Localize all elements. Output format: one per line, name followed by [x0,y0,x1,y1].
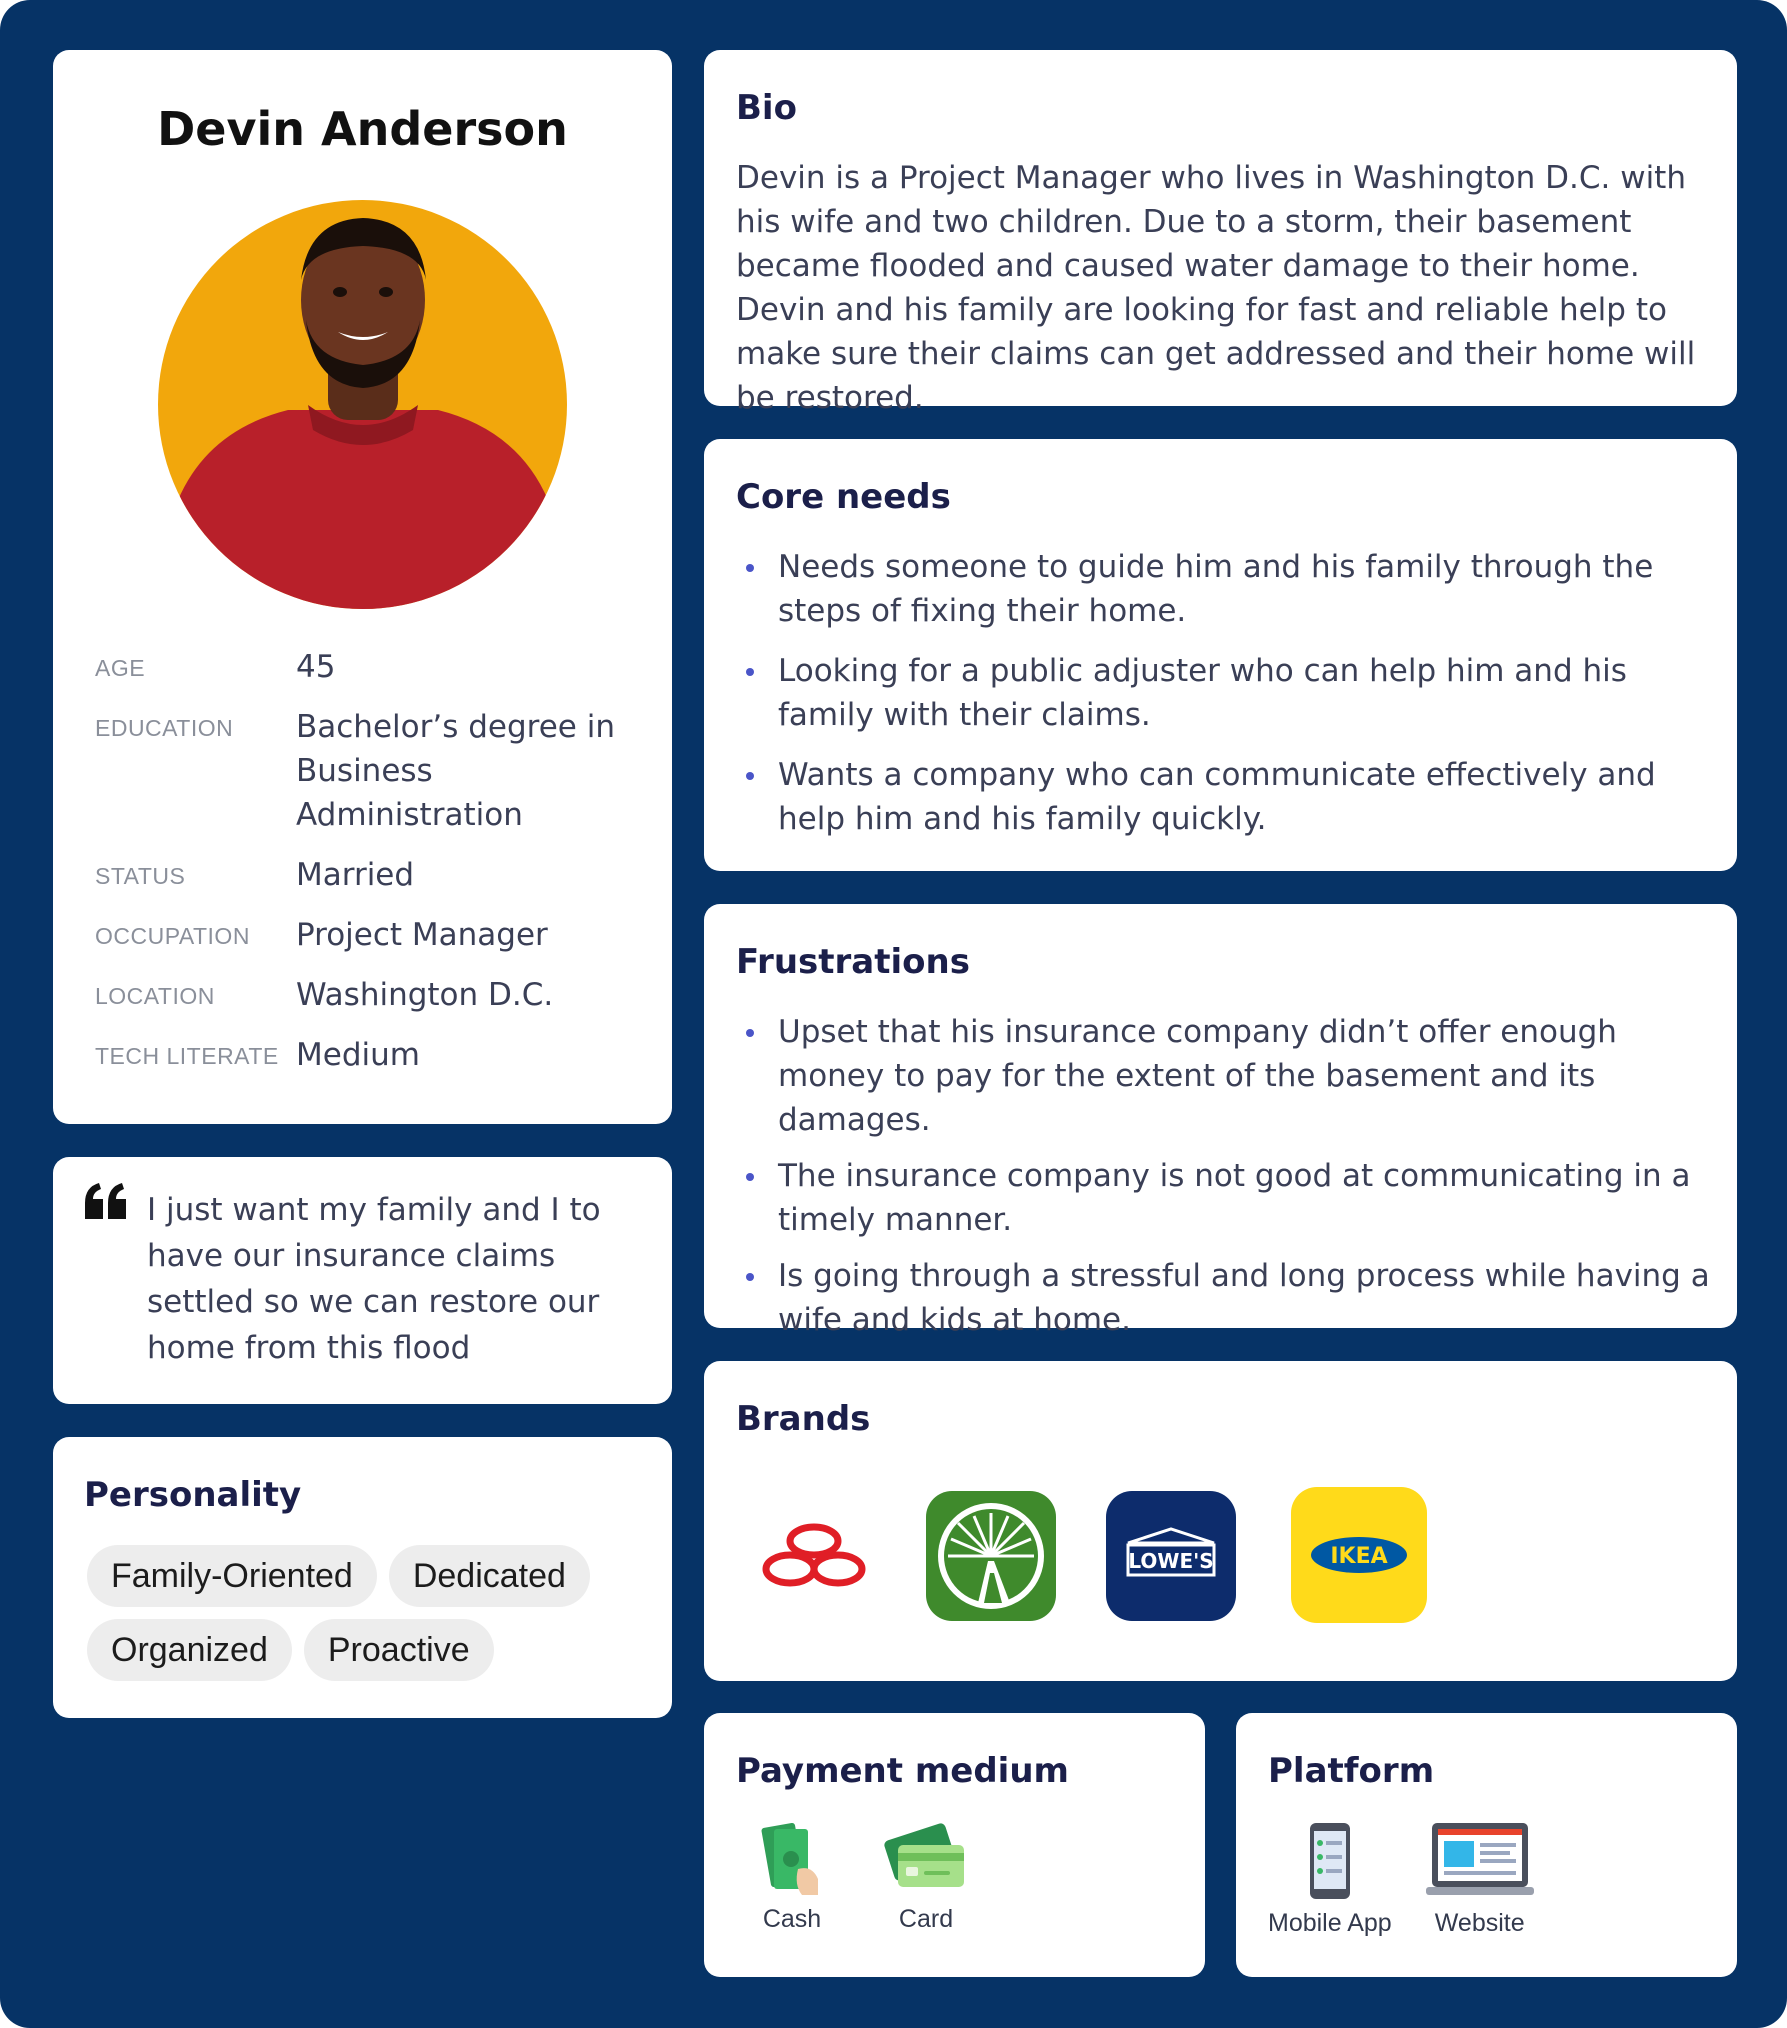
list-item: Upset that his insurance company didn’t offer enough money to pay for the extent of the basement and its damages. [736,1010,1726,1142]
trait-chip: Family-Oriented [87,1545,377,1607]
platform-title: Platform [1268,1751,1435,1791]
fact-age [95,645,655,689]
list-item: Needs someone to guide him and his family through the steps of fixing their home. [736,545,1726,633]
fact-occupation [95,913,655,957]
platform-item-mobile-app [1268,1821,1392,1938]
payment-item-cash [760,1821,824,1934]
trait-chip: Proactive [304,1619,494,1681]
core-needs-card [704,439,1737,871]
fact-value: Medium [296,1037,420,1073]
brands-card [704,1361,1737,1681]
fact-label: TECH LITERATE [95,1043,279,1069]
fact-education [95,705,655,837]
list-item: Wants a company who can communicate effectively and help him and his family quickly. [736,753,1726,841]
core-needs-title: Core needs [736,477,951,517]
core-needs-list [736,545,1726,857]
lowes-logo-icon [1106,1491,1236,1621]
personality-chips [87,1545,657,1681]
frustrations-title: Frustrations [736,942,970,982]
brands-title: Brands [736,1399,871,1439]
list-item: Is going through a stressful and long process while having a wife and kids at home. [736,1254,1726,1342]
fact-status [95,853,655,897]
fact-label: OCCUPATION [95,923,250,949]
fidelity-logo-icon [926,1491,1056,1621]
platform-label: Mobile App [1268,1909,1392,1937]
payment-label: Cash [762,1905,822,1933]
fact-label: AGE [95,655,146,681]
bio-card [704,50,1737,416]
fact-label: STATUS [95,863,186,889]
fact-value: Bachelor’s degree in Business Administration [296,709,615,833]
frustrations-list [736,1010,1726,1354]
fact-value: Project Manager [296,917,548,953]
persona-name: Devin Anderson [157,102,568,156]
svg-text:IKEA: IKEA [1330,1544,1388,1569]
platform-card [1236,1713,1737,1977]
profile-facts [95,645,655,1093]
platform-item-website [1426,1821,1534,1938]
card-icon [884,1821,968,1897]
quote-text: I just want my family and I to have our insurance claims settled so we can restore our home from this flood [147,1192,601,1366]
quote-mark-icon [83,1179,129,1225]
fact-value: Married [296,857,415,893]
fact-label: LOCATION [95,983,215,1009]
trait-chip: Dedicated [389,1545,590,1607]
bio-title: Bio [736,88,797,128]
svg-text:LOWE'S: LOWE'S [1128,1549,1214,1573]
fact-location [95,973,655,1017]
platform-items [1268,1821,1574,1938]
bio-text: Devin is a Project Manager who lives in Washington D.C. with his wife and two children. Due to a storm, their basement became flooded and caused water damage to their home. Devin and his family are looking for fast and reliable help to make sure their claims can get addressed and their home will be restored. [736,160,1696,416]
avatar [158,200,567,609]
payment-item-card [884,1821,968,1934]
fact-value: 45 [296,649,336,685]
personality-card [53,1437,672,1718]
profile-card [53,50,672,1124]
payment-label: Card [898,1905,954,1933]
fact-tech-literate [95,1033,655,1077]
payment-medium-title: Payment medium [736,1751,1069,1791]
platform-label: Website [1434,1909,1525,1937]
cash-icon [760,1821,824,1897]
list-item: The insurance company is not good at communicating in a timely manner. [736,1154,1726,1242]
personality-title: Personality [84,1475,302,1515]
list-item: Looking for a public adjuster who can help him and his family with their claims. [736,649,1726,737]
ikea-logo-icon [1291,1487,1427,1623]
mobile-app-icon [1306,1821,1354,1901]
payment-items [760,1821,1008,1934]
trait-chip: Organized [87,1619,292,1681]
state-farm-logo-icon [762,1521,866,1593]
website-icon [1426,1821,1534,1901]
quote-card [53,1157,672,1404]
fact-label: EDUCATION [95,715,234,741]
frustrations-card [704,904,1737,1338]
fact-value: Washington D.C. [296,977,554,1013]
payment-medium-card [704,1713,1205,1977]
